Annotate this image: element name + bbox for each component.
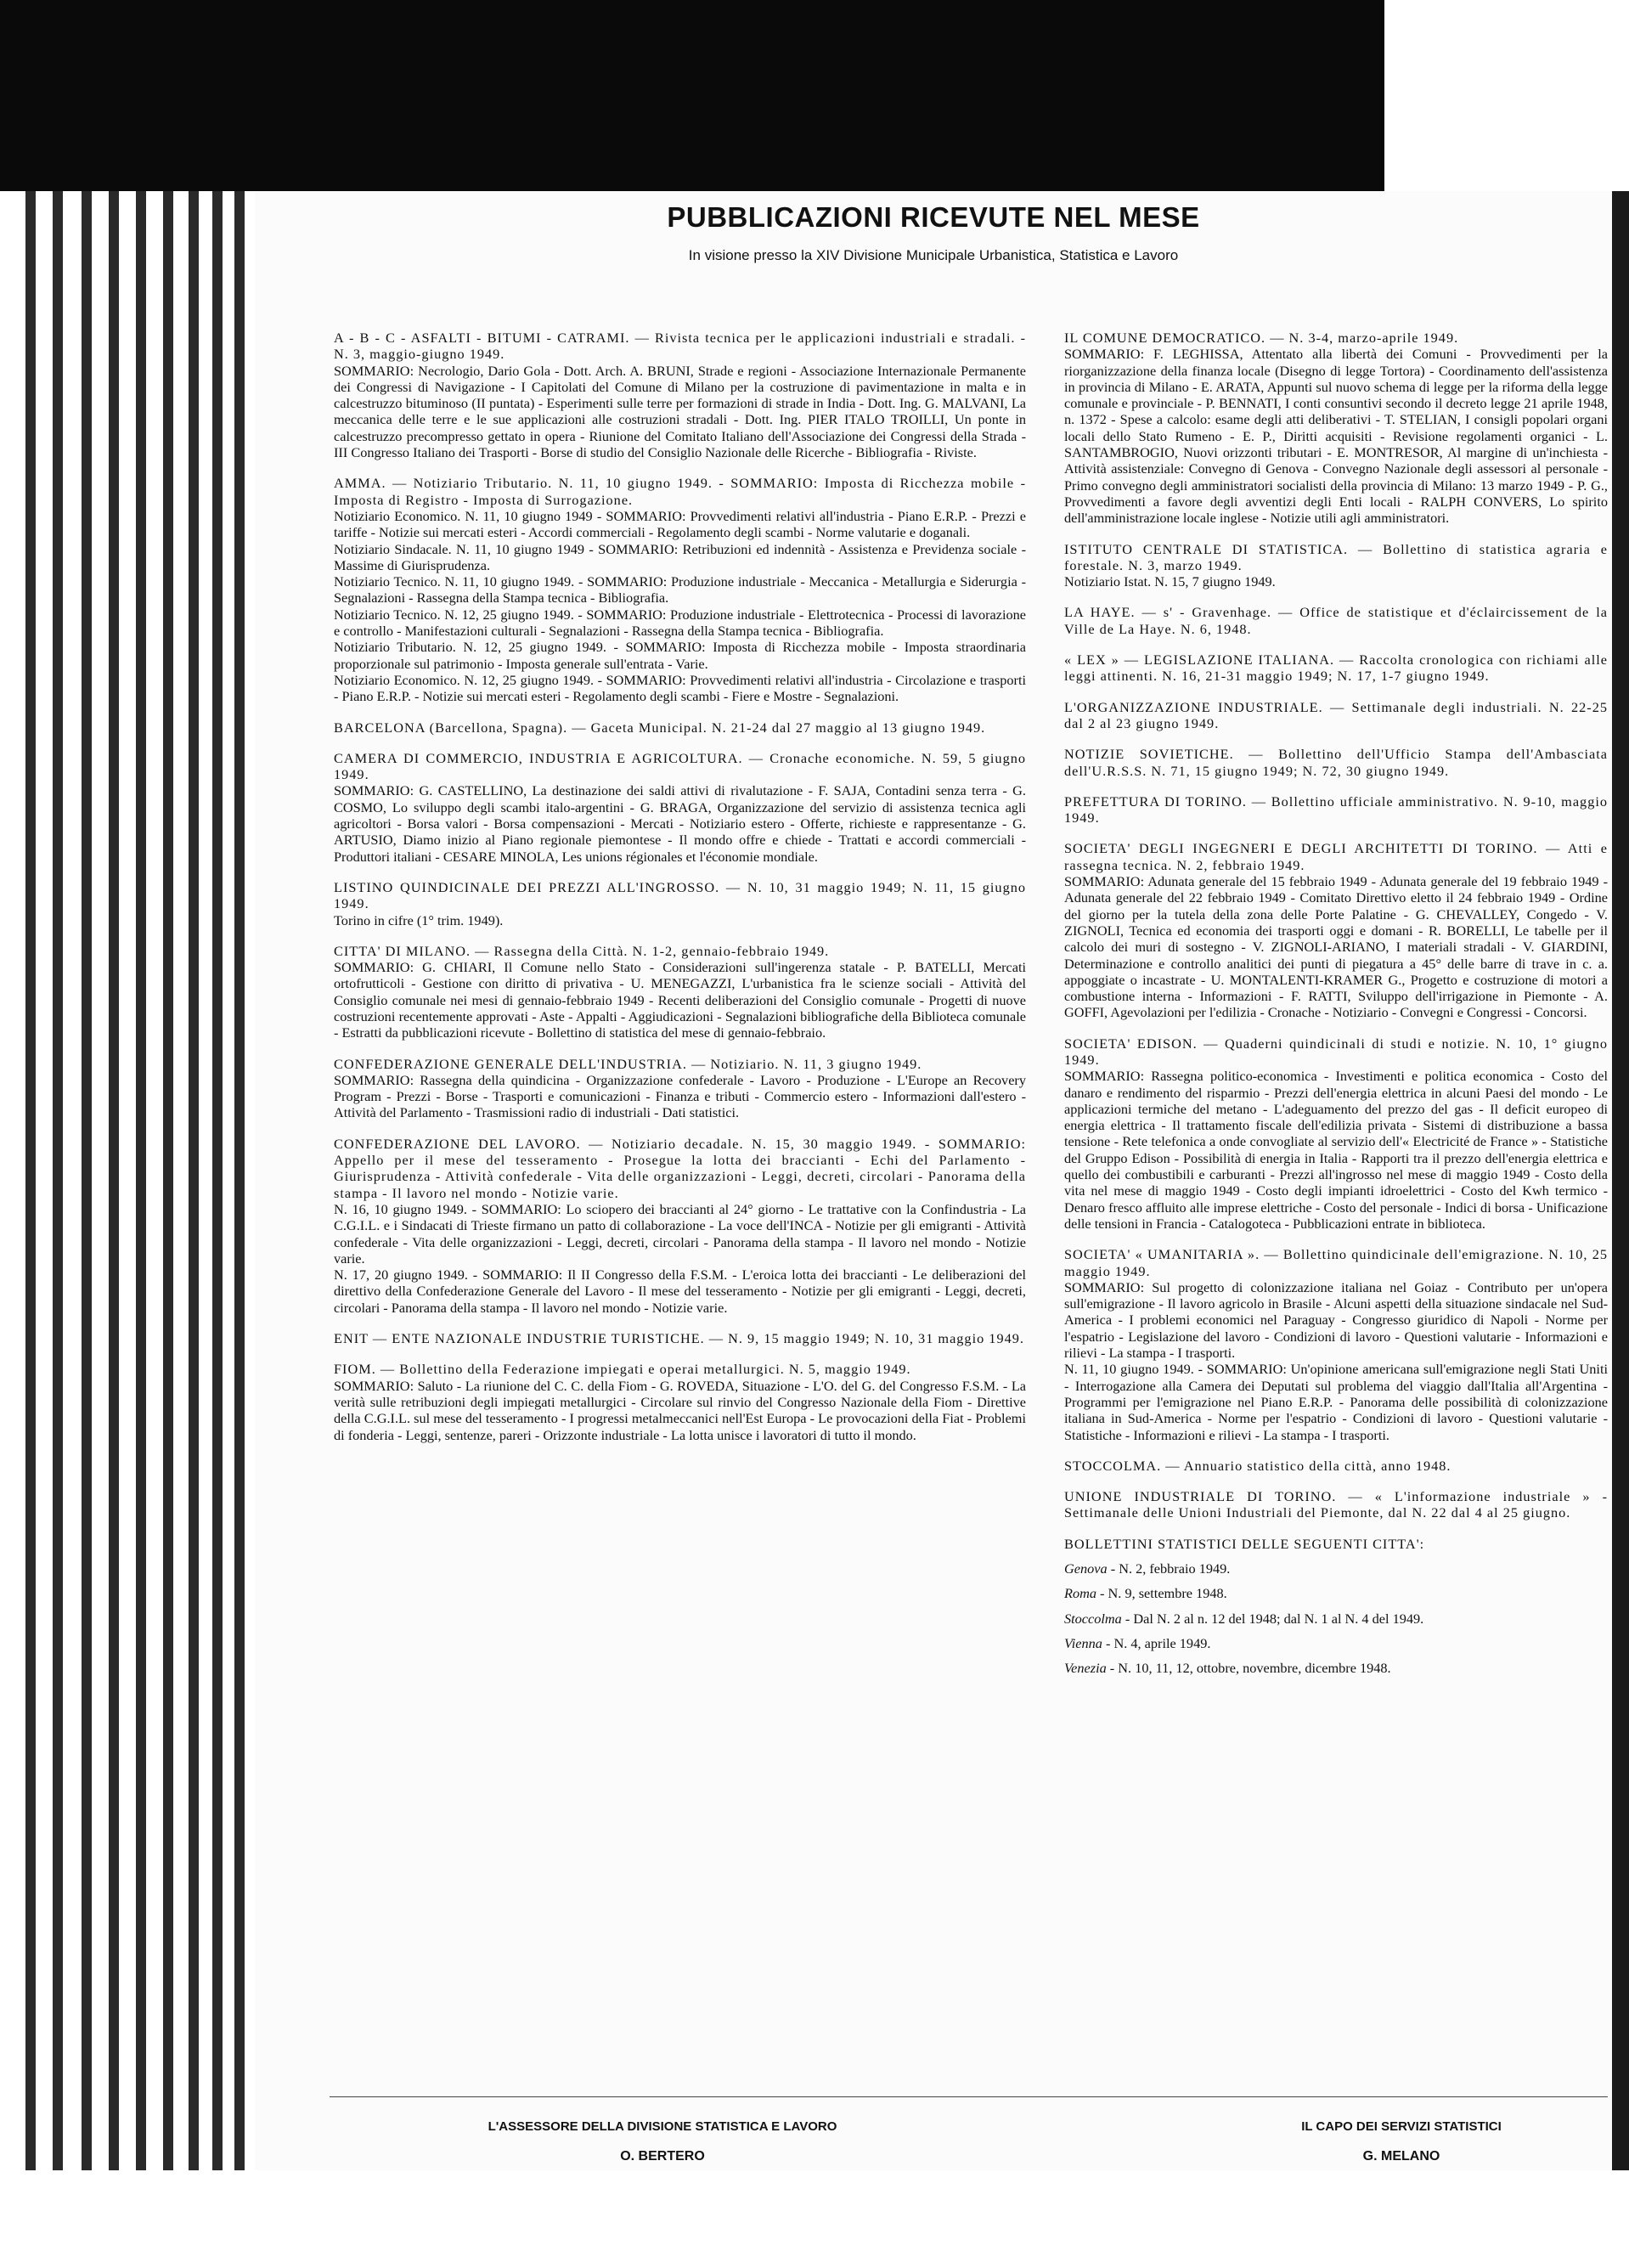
entry-line: Notiziario Tecnico. N. 12, 25 giugno 1949. - SOMMARIO: Produzione industriale - Elettrotecnica - Processi di lavorazione e controllo - Manifestazioni culturali - Segnalazioni - Rassegna della Stampa tecnica - Bibliografia. [334, 606, 1026, 640]
entry-line: SOMMARIO: G. CASTELLINO, La destinazione dei saldi attivi di rivalutazione - F. SAJA, Contadini senza terra - G. COSMO, Lo sviluppo degli scambi italo-argentini - G. BRAGA, Organizzazione del servizio di assistenza tecnica agli agricoltori - Borsa valori - Borsa compensazioni - Mercati - Notiziario estero - Offerte, richieste e rappresentanze - G. ARTUSIO, Diamo inizio al Piano regionale piemontese - Il mondo offre e chiede - Trattati e accordi commerciali - Produttori italiani - CESARE MINOLA, Les unions régionales et l'économie mondiale. [334, 782, 1026, 865]
publication-entry [1064, 793, 1608, 827]
city-bulletin [1064, 1585, 1608, 1601]
publication-entry [1064, 1458, 1608, 1474]
publication-entry [334, 943, 1026, 1041]
city-name: Roma [1064, 1585, 1096, 1602]
entry-line: Notiziario Economico. N. 11, 10 giugno 1949 - SOMMARIO: Provvedimenti relativi all'industria - Piano E.R.P. - Prezzi e tariffe - Notizie sui mercati esteri - Accordi commerciali - Regolamento degli scambi - Norme valutarie e doganali. [334, 507, 1026, 541]
entry-heading: CITTA' DI MILANO. — Rassegna della Città. N. 1-2, gennaio-febbraio 1949. [334, 942, 830, 959]
entry-line: SOMMARIO: Rassegna politico-economica - Investimenti e politica economica - Costo del danaro e rendimento del risparmio - Prezzi dell'energia elettrica in alcuni Paesi del mondo - Le applicazioni termiche del metano - L'adeguamento del prezzo del gas - Il deficit europeo di energia elettrica - Il trattamento fiscale dell'edilizia privata - Sistemi di distribuzione a bassa tensione - Rete telefonica a onde convogliate al servizio dell'« Electricité de France » - Statistiche del Gruppo Edison - Possibilità di energia in Italia - Rapporti tra il prezzo dell'energia elettrica e quello dei combustibili e carburanti - Prezzi all'ingrosso nel mese di maggio 1949 - Costo della vita nel mese di maggio 1949 - Costo degli impianti idroelettrici - Costo del Kwh termico - Denaro fresco affluito alle imprese elettriche - Costo del personale - Indici di borsa - Unificazione delle tensioni in Francia - Catalogoteca - Pubblicazioni entrate in biblioteca. [1064, 1068, 1608, 1232]
city-detail: - N. 9, settembre 1948. [1096, 1585, 1227, 1602]
scan-background-top [0, 0, 1384, 191]
publication-entry [1064, 1246, 1608, 1443]
signature-right [1198, 2119, 1605, 2164]
entry-heading: CAMERA DI COMMERCIO, INDUSTRIA E AGRICOLTURA. — Cronache economiche. N. 59, 5 giugno 1949. [334, 749, 1026, 783]
city-detail: - N. 4, aprile 1949. [1102, 1634, 1211, 1651]
publication-entry [1064, 541, 1608, 590]
city-bulletin [1064, 1560, 1608, 1577]
entry-heading: L'ORGANIZZAZIONE INDUSTRIALE. — Settimanale degli industriali. N. 22-25 dal 2 al 23 giugno 1949. [1064, 698, 1608, 731]
publication-entry [1064, 604, 1608, 637]
publication-entry [1064, 1035, 1608, 1233]
entry-heading: ISTITUTO CENTRALE DI STATISTICA. — Bollettino di statistica agraria e forestale. N. 3, marzo 1949. [1064, 540, 1608, 573]
city-detail: - N. 2, febbraio 1949. [1107, 1560, 1231, 1577]
entry-line: SOMMARIO: Sul progetto di colonizzazione italiana nel Goiaz - Contributo per un'opera sull'emigrazione - Il lavoro agricolo in Brasile - Alcuni aspetti della situazione sindacale nel Sud-America - I problemi economici nel Paraguay - Congresso giuridico di Napoli - Norme per l'espatrio - Legislazione del lavoro - Condizioni di lavoro - Questioni valutarie - Informazioni e rilievi - La stampa - I trasporti. [1064, 1278, 1608, 1362]
document-page [255, 191, 1612, 2170]
entry-line: N. 17, 20 giugno 1949. - SOMMARIO: Il II Congresso della F.S.M. - L'eroica lotta dei braccianti - Le deliberazioni del direttivo della Confederazione Generale del Lavoro - Il mese del tesseramento - Notizie per gli emigranti - Leggi, decreti, circolari - Panorama della stampa - Il lavoro nel mondo - Notizie varie. [334, 1267, 1026, 1316]
page-title: PUBBLICAZIONI RICEVUTE NEL MESE [667, 201, 1200, 233]
signature-left [408, 2119, 917, 2164]
footer-rule [330, 2096, 1608, 2097]
entry-line: Notiziario Economico. N. 12, 25 giugno 1949. - SOMMARIO: Provvedimenti relativi all'industria - Circolazione e trasporti - Piano E.R.P. - Notizie sui mercati esteri - Regolamento degli scambi - Fiere e Mostre - Segnalazioni. [334, 671, 1026, 705]
entry-heading: NOTIZIE SOVIETICHE. — Bollettino dell'Ufficio Stampa dell'Ambasciata dell'U.R.S.S. N. 71, 15 giugno 1949; N. 72, 30 giugno 1949. [1064, 746, 1608, 779]
entry-heading: A - B - C - ASFALTI - BITUMI - CATRAMI. — Rivista tecnica per le applicazioni industriali e stradali. - N. 3, maggio-giugno 1949. [334, 330, 1026, 363]
city-name: Vienna [1064, 1634, 1102, 1651]
entry-line: SOMMARIO: Adunata generale del 15 febbraio 1949 - Adunata generale del 19 febbraio 1949 - Adunata generale del 22 febbraio 1949 - Comitato Direttivo eletto il 24 febbraio 1949 - Ordine del giorno per la tutela della zona delle Porte Palatine - G. CHEVALLEY, Congedo - V. ZIGNOLI, Tecnica ed economia dei trasporti oggi e domani - R. BORELLI, Le tabelle per il calcolo dei muri di sostegno - V. ZIGNOLI-ARIANO, I materiali stradali - V. GIARDINI, Determinazione e controllo analitici dei punti di piegatura a 45° delle barre di trave in c. a. appoggiate o incastrate - U. MONTALENTI-KRAMER G., Progetto e costruzione di motori a combustione interna - Informazioni - F. RATTI, Sviluppo dell'irrigazione in Piemonte - A. GOFFI, Agevolazioni per l'edilizia - Cronache - Notiziario - Convegni e Congressi - Concorsi. [1064, 873, 1608, 1021]
book-spine-gutter [0, 191, 255, 2170]
entry-line: Notiziario Tributario. N. 12, 25 giugno 1949. - SOMMARIO: Imposta di Ricchezza mobile - Imposta straordinaria proporzionale sul patrimonio - Imposta generale sull'entrata - Varie. [334, 639, 1026, 672]
entry-heading: ENIT — ENTE NAZIONALE INDUSTRIE TURISTICHE. — N. 9, 15 maggio 1949; N. 10, 31 maggio 1949. [334, 1330, 1024, 1347]
publication-entry [334, 1361, 1026, 1442]
signature-right-name: G. MELANO [1362, 2149, 1440, 2164]
city-name: Stoccolma [1064, 1610, 1122, 1627]
signature-left-name: O. BERTERO [620, 2149, 705, 2164]
entry-heading: BARCELONA (Barcellona, Spagna). — Gaceta Municipal. N. 21-24 dal 27 maggio al 13 giugno 1949. [334, 719, 986, 736]
entry-line: Notiziario Sindacale. N. 11, 10 giugno 1949 - SOMMARIO: Retribuzioni ed indennità - Assistenza e Previdenza sociale - Massime di Giurisprudenza. [334, 540, 1026, 573]
entry-line: N. 11, 10 giugno 1949. - SOMMARIO: Un'opinione americana sull'emigrazione negli Stati Uniti - Interrogazione alla Camera dei Deputati sul problema del viaggio dall'Italia all'Argentina - Programmi per l'emigrazione nel Piano E.R.P. - Panorama delle possibilità di colonizzazione italiana in Sud-America - Norme per l'espatrio - Condizioni di lavoro - Questioni valutarie - Statistiche - Informazioni e rilievi - La stampa - I trasporti. [1064, 1361, 1608, 1443]
scan-edge-right [1612, 191, 1629, 2170]
entry-heading: FIOM. — Bollettino della Federazione impiegati e operai metallurgici. N. 5, maggio 1949. [334, 1361, 911, 1378]
entry-line: SOMMARIO: F. LEGHISSA, Attentato alla libertà dei Comuni - Provvedimenti per la riorganizzazione della finanza locale (Disegno di legge Tortora) - Coordinamento dell'assistenza in provincia di Milano - E. ARATA, Appunti sul nuovo schema di legge per la riforma della legge comunale e provinciale - P. BENNATI, I conti consuntivi secondo il decreto legge 21 aprile 1948, n. 1372 - Spese a calcolo: esame degli atti deliberativi - T. STELIAN, I consigli popolari organi locali dello Stato Rumeno - E. P., Diritti acquisiti - Revisione regolamenti organici - L. SANTAMBROGIO, Nuovi orizzonti tributari - E. MONTRESOR, Al margine di un'inchiesta - Attività assistenziale: Convegno di Genova - Convegno Nazionale degli assessori al personale - Primo convegno degli amministratori socialisti della provincia di Milano: 13 marzo 1949 - P. G., Provvedimenti a favore degli avventizi degli Enti locali - RALPH CONVERS, Lo spirito dell'amministrazione locale inglese - Notizie utili agli amministratori. [1064, 346, 1608, 527]
entry-line: SOMMARIO: Necrologio, Dario Gola - Dott. Arch. A. BRUNI, Strade e regioni - Associazione Internazionale Permanente dei Congressi di Navigazione - I Capitolati del Comune di Milano per la costruzione di pavimentazione in malta e in calcestruzzo bituminoso (II puntata) - Esperimenti sulle terre per formazioni di strade in India - Dott. Ing. G. MALVANI, La meccanica delle terre e le sue applicazioni alle costruzioni stradali - Dott. Ing. PIER ITALO TROILLI, Un ponte in calcestruzzo precompresso gettato in opera - Riunione del Comitato Italiano dell'Associazione dei Congressi della Strada - III Congresso Italiano dei Trasporti - Borse di studio del Consiglio Nazionale delle Ricerche - Bibliografia - Riviste. [334, 362, 1026, 461]
publication-entry [334, 750, 1026, 865]
publication-entry [1064, 1536, 1608, 1677]
city-bulletin [1064, 1611, 1608, 1627]
entry-line: SOMMARIO: Rassegna della quindicina - Organizzazione confederale - Lavoro - Produzione - L'Europe an Recovery Program - Prezzi - Borse - Trasporti e comunicazioni - Finanza e tributi - Commercio estero - Informazioni dall'estero - Attività del Parlamento - Trasmissioni radio di industriali - Dati statistici. [334, 1071, 1026, 1121]
entry-heading: SOCIETA' DEGLI INGEGNERI E DEGLI ARCHITETTI DI TORINO. — Atti e rassegna tecnica. N. 2, febbraio 1949. [1064, 840, 1608, 873]
city-bulletin [1064, 1660, 1608, 1676]
publication-entry [334, 1330, 1026, 1346]
entry-heading: SOCIETA' EDISON. — Quaderni quindicinali di studi e notizie. N. 10, 1° giugno 1949. [1064, 1035, 1608, 1068]
publication-entry [334, 719, 1026, 736]
entry-heading: SOCIETA' « UMANITARIA ». — Bollettino quindicinale dell'emigrazione. N. 10, 25 maggio 1949. [1064, 1246, 1608, 1279]
publication-entry [1064, 746, 1608, 779]
entry-heading: PREFETTURA DI TORINO. — Bollettino ufficiale amministrativo. N. 9-10, maggio 1949. [1064, 793, 1608, 827]
entry-line: Torino in cifre (1° trim. 1949). [334, 911, 504, 928]
city-bulletin [1064, 1635, 1608, 1651]
entry-heading: LISTINO QUINDICINALE DEI PREZZI ALL'INGROSSO. — N. 10, 31 maggio 1949; N. 11, 15 giugno 1949. [334, 878, 1026, 912]
entry-heading: BOLLETTINI STATISTICI DELLE SEGUENTI CITTA': [1064, 1535, 1425, 1552]
publication-entry [334, 1056, 1026, 1121]
publication-entry [1064, 840, 1608, 1020]
entry-line: Notiziario Istat. N. 15, 7 giugno 1949. [1064, 573, 1276, 590]
publication-entry [1064, 330, 1608, 527]
entry-heading: UNIONE INDUSTRIALE DI TORINO. — « L'informazione industriale » - Settimanale delle Unioni Industriali del Piemonte, dal N. 22 dal 4 al 25 giugno. [1064, 1488, 1608, 1521]
city-detail: - N. 10, 11, 12, ottobre, novembre, dicembre 1948. [1106, 1660, 1391, 1677]
publication-entry [334, 1136, 1026, 1316]
entry-heading: AMMA. — Notiziario Tributario. N. 11, 10 giugno 1949. - SOMMARIO: Imposta di Ricchezza mobile - Imposta di Registro - Imposta di Surrogazione. [334, 475, 1026, 508]
entry-heading: « LEX » — LEGISLAZIONE ITALIANA. — Raccolta cronologica con richiami alle leggi attinenti. N. 16, 21-31 maggio 1949; N. 17, 1-7 giugno 1949. [1064, 652, 1608, 685]
page-subtitle: In visione presso la XIV Divisione Municipale Urbanistica, Statistica e Lavoro [688, 247, 1179, 263]
entry-heading: IL COMUNE DEMOCRATICO. — N. 3-4, marzo-aprile 1949. [1064, 330, 1459, 346]
entry-heading: STOCCOLMA. — Annuario statistico della città, anno 1948. [1064, 1457, 1451, 1474]
entry-heading: LA HAYE. — s' - Gravenhage. — Office de statistique et d'éclaircissement de la Ville de La Haye. N. 6, 1948. [1064, 604, 1608, 637]
entry-heading: CONFEDERAZIONE DEL LAVORO. — Notiziario decadale. N. 15, 30 maggio 1949. - SOMMARIO: Appello per il mese del tesseramento - Prosegue la lotta dei braccianti - Echi del Parlamento - Giurisprudenza - Attività confederale - Vita delle organizzazioni - Leggi, decreti, circolari - Panorama della stampa - Il lavoro nel mondo - Notizie varie. [334, 1135, 1026, 1201]
publication-entry [1064, 699, 1608, 732]
entry-line: Notiziario Tecnico. N. 11, 10 giugno 1949. - SOMMARIO: Produzione industriale - Meccanica - Metallurgia e Siderurgia - Segnalazioni - Rassegna della Stampa tecnica - Bibliografia. [334, 573, 1026, 606]
signature-left-title: L'ASSESSORE DELLA DIVISIONE STATISTICA E LAVORO [488, 2119, 837, 2134]
left-column [334, 330, 1026, 1458]
city-name: Genova [1064, 1560, 1108, 1577]
entry-line: SOMMARIO: Saluto - La riunione del C. C. della Fiom - G. ROVEDA, Situazione - L'O. del G. del Congresso F.S.M. - La verità sulle retribuzioni degli impiegati metallurgici - Circolare sul rinvio del Congresso Nazionale della Fiom - Direttive della C.G.I.L. sul mese del tesseramento - I progressi metalmeccanici nell'Est Europa - Le provocazioni della Fiat - Problemi di fonderia - Leggi, sentenze, pareri - Orizzonte industriale - La lotta unisce i lavoratori di tutto il mondo. [334, 1377, 1026, 1443]
page-header [255, 201, 1612, 264]
publication-entry [1064, 1488, 1608, 1521]
signature-right-title: IL CAPO DEI SERVIZI STATISTICI [1301, 2119, 1502, 2134]
entry-line: SOMMARIO: G. CHIARI, Il Comune nello Stato - Considerazioni sull'ingerenza statale - P. BATELLI, Mercati ortofrutticoli - Gestione con diritto di privativa - U. MENEGAZZI, L'urbanistica fra le scienze sociali - Attività del Consiglio comunale nei mesi di gennaio-febbraio 1949 - Recenti deliberazioni del Consiglio comunale - Progetti di nuove costruzioni recentemente approvati - Aste - Appalti - Aggiudicazioni - Segnalazioni bibliografiche della Biblioteca comunale - Estratti da pubblicazioni ricevute - Bollettino di statistica del mese di gennaio-febbraio. [334, 959, 1026, 1041]
right-column [1064, 330, 1608, 1690]
publication-entry [334, 879, 1026, 928]
publication-entry [1064, 652, 1608, 685]
entry-heading: CONFEDERAZIONE GENERALE DELL'INDUSTRIA. — Notiziario. N. 11, 3 giugno 1949. [334, 1055, 922, 1072]
entry-line: N. 16, 10 giugno 1949. - SOMMARIO: Lo sciopero dei braccianti al 24° giorno - Le trattative con la Confindustria - La C.G.I.L. e i Sindacati di Trieste firmano un patto di collaborazione - La voce dell'INCA - Notizie per gli emigranti - Attività confederale - Vita delle organizzazioni - Leggi, decreti, circolari - Panorama della stampa - Il lavoro nel mondo - Notizie varie. [334, 1200, 1026, 1267]
publication-entry [334, 330, 1026, 460]
city-name: Venezia [1064, 1660, 1107, 1677]
city-detail: - Dal N. 2 al n. 12 del 1948; dal N. 1 al N. 4 del 1949. [1121, 1610, 1424, 1627]
publication-entry [334, 475, 1026, 704]
